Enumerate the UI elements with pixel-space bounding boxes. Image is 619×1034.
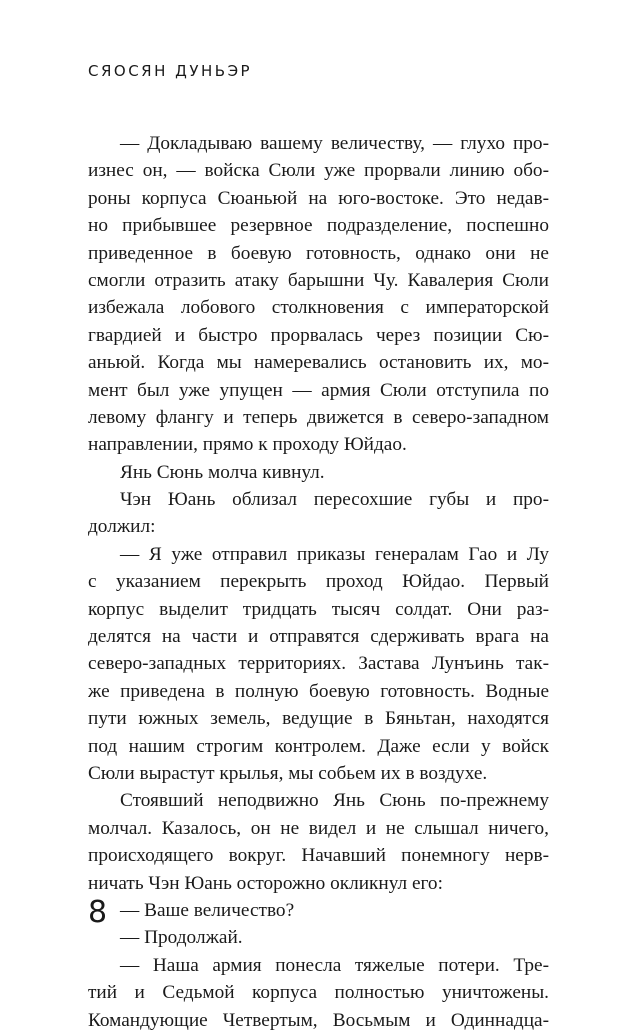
text-line: — Ваше величество? <box>120 899 295 921</box>
text-line: Сюли вырастут крылья, мы собьем их в воздухе. <box>88 762 488 784</box>
text-line: направлении, прямо к проходу Юйдао. <box>88 434 407 456</box>
text-line: левому флангу и теперь движется в северо-западном <box>88 406 549 428</box>
page-number: 8 <box>88 895 108 930</box>
text-line: роны корпуса Сюаньюй на юго-востоке. Это недав- <box>88 187 549 209</box>
text-line: под нашим строгим контролем. Даже если у войск <box>88 735 549 757</box>
text-line: Янь Сюнь молча кивнул. <box>120 461 325 483</box>
body-text <box>88 130 549 1034</box>
text-line: — Докладываю вашему величеству, — глухо про- <box>120 133 549 154</box>
text-line: Стоявший неподвижно Янь Сюнь по-прежнему <box>120 790 549 812</box>
running-head: СЯОСЯН ДУНЬЭР <box>88 62 253 80</box>
text-line: — Я уже отправил приказы генералам Гао и Лу <box>120 543 549 565</box>
text-line: изнес он, — войска Сюли уже прорвали линию обо- <box>88 160 549 182</box>
text-line: же приведена в полную боевую готовность. Водные <box>88 680 549 702</box>
text-line: мент был уже упущен — армия Сюли отступила по <box>88 379 549 401</box>
text-line: делятся на части и отправятся сдерживать врага на <box>88 626 549 648</box>
text-line: пути южных земель, ведущие в Бяньтан, находятся <box>88 708 549 730</box>
text-line: происходящего вокруг. Начавший понемногу нерв- <box>88 845 549 867</box>
text-line: ничать Чэн Юань осторожно окликнул его: <box>88 872 443 894</box>
text-line: тий и Седьмой корпуса полностью уничтожены. <box>88 982 549 1004</box>
text-line: Чэн Юань облизал пересохшие губы и про- <box>120 489 549 511</box>
text-line: должил: <box>88 516 156 538</box>
text-line: смогли отразить атаку барышни Чу. Кавалерия Сюли <box>88 269 549 291</box>
text-line: Командующие Четвертым, Восьмым и Одиннадца- <box>88 1009 549 1031</box>
text-line: северо-западных территориях. Застава Лунъинь так- <box>88 653 549 675</box>
text-line: аньюй. Когда мы намеревались остановить их, мо- <box>88 352 549 374</box>
text-line: но прибывшее резервное подразделение, поспешно <box>88 215 549 237</box>
text-line: корпус выделит тридцать тысяч солдат. Они раз- <box>88 598 549 620</box>
text-line: избежала лобового столкновения с императорской <box>88 297 549 319</box>
text-line: приведенное в боевую готовность, однако они не <box>88 242 549 264</box>
text-line: с указанием перекрыть проход Юйдао. Первый <box>88 571 549 593</box>
text-line: — Наша армия понесла тяжелые потери. Тре- <box>120 954 549 976</box>
text-line: молчал. Казалось, он не видел и не слышал ничего, <box>88 817 549 839</box>
text-line: — Продолжай. <box>120 927 243 949</box>
text-line: гвардией и быстро прорвалась через позиции Сю- <box>88 324 549 346</box>
